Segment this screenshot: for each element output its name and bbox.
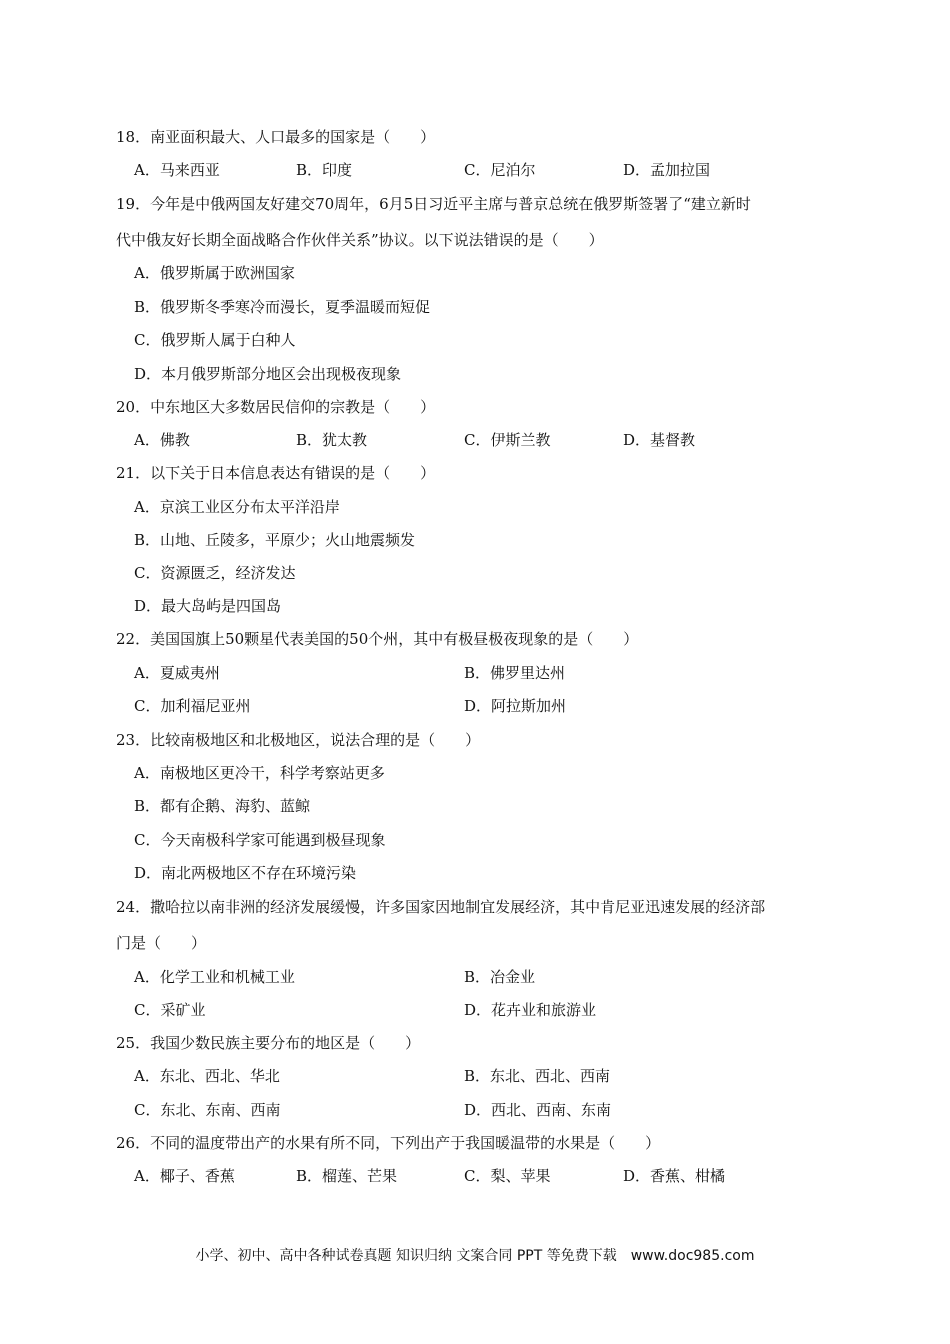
option-c: C．伊斯兰教 [464,431,551,449]
option-b: B．东北、西北、西南 [464,1067,611,1085]
question-24-stem-line-2: 门是（ ） [116,934,207,952]
option-a: A．东北、西北、华北 [134,1067,280,1085]
option-c: C．今天南极科学家可能遇到极昼现象 [134,831,386,849]
page-footer: 小学、初中、高中各种试卷真题 知识归纳 文案合同 PPT 等免费下载 www.doc985.com [195,1248,755,1264]
question-20-stem: 20．中东地区大多数居民信仰的宗教是（ ） [116,398,436,416]
option-a: A．夏威夷州 [134,664,220,682]
question-24-options-row-2 [116,999,850,1021]
question-23-option-c [116,829,850,851]
option-a: A．化学工业和机械工业 [134,968,295,986]
question-26-options [116,1165,850,1187]
question-23-option-d [116,862,850,884]
question-24-stem-line-1: 24．撒哈拉以南非洲的经济发展缓慢，许多国家因地制宜发展经济，其中肯尼亚迅速发展的经济部 [116,898,766,916]
question-21-option-c [116,562,850,584]
question-22-stem: 22．美国国旗上50颗星代表美国的50个州，其中有极昼极夜现象的是（ ） [116,630,639,648]
question-21-option-d [116,595,850,617]
option-d: D．香蕉、柑橘 [623,1167,726,1185]
option-b: B．俄罗斯冬季寒冷而漫长，夏季温暖而短促 [134,298,431,316]
option-a: A．马来西亚 [134,161,220,179]
option-c: C．梨、苹果 [464,1167,551,1185]
option-d: D．最大岛屿是四国岛 [134,597,282,615]
option-b: B．都有企鹅、海豹、蓝鲸 [134,797,311,815]
question-25-options-row-1 [116,1065,850,1087]
option-d: D．本月俄罗斯部分地区会出现极夜现象 [134,365,402,383]
option-d: D．基督教 [623,431,696,449]
option-c: C．加利福尼亚州 [134,697,251,715]
question-23-option-b [116,795,850,817]
question-21-option-a [116,496,850,518]
question-19-stem-line-2: 代中俄友好长期全面战略合作伙伴关系”协议。以下说法错误的是（ ） [116,231,604,249]
option-b: B．佛罗里达州 [464,664,566,682]
option-a: A．南极地区更冷干，科学考察站更多 [134,764,385,782]
option-d: D．阿拉斯加州 [464,697,567,715]
question-18-options [116,159,850,181]
option-c: C．俄罗斯人属于白种人 [134,331,296,349]
question-19-stem-line-1: 19．今年是中俄两国友好建交70周年，6月5日习近平主席与普京总统在俄罗斯签署了“建立新时 [116,195,751,213]
option-a: A．椰子、香蕉 [134,1167,235,1185]
option-b: B．山地、丘陵多，平原少；火山地震频发 [134,531,416,549]
question-19-option-a [116,262,850,284]
option-d: D．西北、西南、东南 [464,1101,612,1119]
option-d: D．孟加拉国 [623,161,711,179]
option-d: D．花卉业和旅游业 [464,1001,597,1019]
question-24-options-row-1 [116,966,850,988]
question-19-option-b [116,296,850,318]
question-21-option-b [116,529,850,551]
option-a: A．俄罗斯属于欧洲国家 [134,264,295,282]
question-25-options-row-2 [116,1099,850,1121]
option-c: C．采矿业 [134,1001,206,1019]
question-23-option-a [116,762,850,784]
question-18-stem: 18．南亚面积最大、人口最多的国家是（ ） [116,128,436,146]
question-19-option-c [116,329,850,351]
option-c: C．资源匮乏，经济发达 [134,564,296,582]
question-19-option-d [116,363,850,385]
question-20-options [116,429,850,451]
option-b: B．犹太教 [296,431,368,449]
option-b: B．印度 [296,161,353,179]
question-23-stem: 23．比较南极地区和北极地区，说法合理的是（ ） [116,731,481,749]
option-b: B．冶金业 [464,968,536,986]
option-c: C．尼泊尔 [464,161,536,179]
option-c: C．东北、东南、西南 [134,1101,281,1119]
question-25-stem: 25．我国少数民族主要分布的地区是（ ） [116,1034,421,1052]
option-a: A．京滨工业区分布太平洋沿岸 [134,498,340,516]
question-21-stem: 21．以下关于日本信息表达有错误的是（ ） [116,464,436,482]
question-26-stem: 26．不同的温度带出产的水果有所不同，下列出产于我国暖温带的水果是（ ） [116,1134,661,1152]
option-d: D．南北两极地区不存在环境污染 [134,864,357,882]
option-a: A．佛教 [134,431,190,449]
question-22-options-row-2 [116,695,850,717]
question-22-options-row-1 [116,662,850,684]
option-b: B．榴莲、芒果 [296,1167,398,1185]
